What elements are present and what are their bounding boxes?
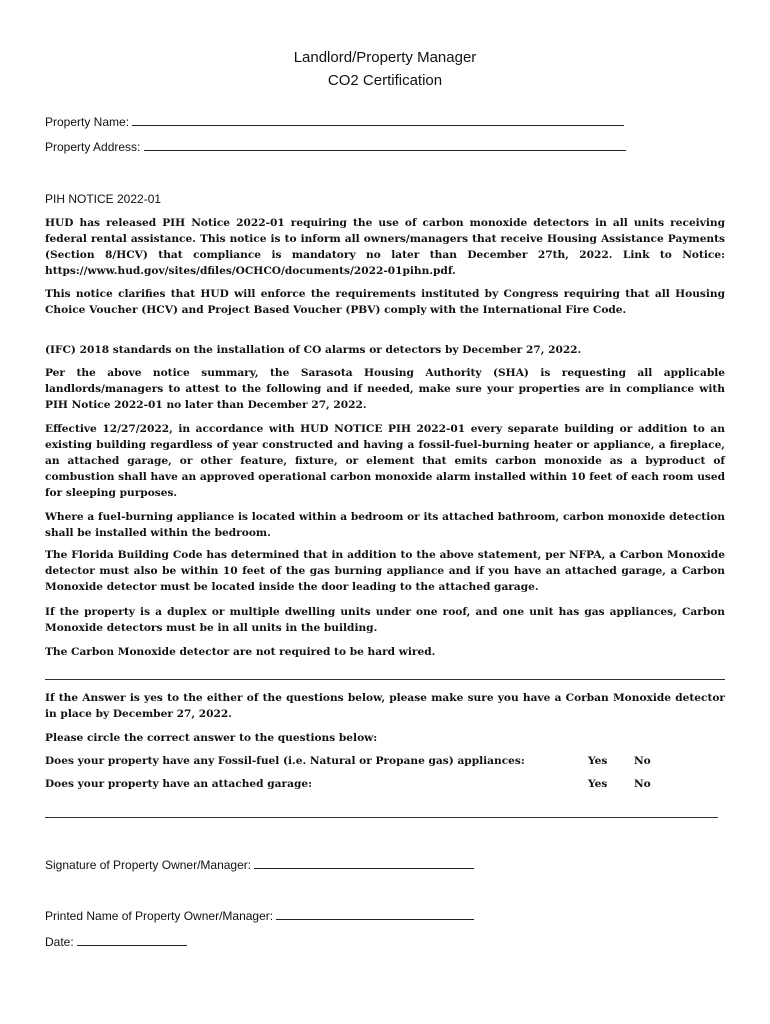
question-2-text: Does your property have an attached garage:: [45, 778, 313, 790]
question-1-no[interactable]: No: [634, 755, 651, 767]
question-1-yes[interactable]: Yes: [588, 755, 608, 767]
date-field[interactable]: [77, 934, 187, 946]
property-address-row: [45, 139, 626, 154]
date-row: [45, 934, 187, 949]
notice-paragraph-3: (IFC) 2018 standards on the installation of CO alarms or detectors by December 27, 2022.: [45, 344, 582, 356]
signature-label: Signature of Property Owner/Manager:: [45, 858, 252, 872]
notice-paragraph-2: This notice clarifies that HUD will enforce the requirements instituted by Congress requiring that all Housing Choice Voucher (HCV) and Project Based Voucher (PBV) comply with the International Fire Code.: [45, 288, 725, 316]
question-2-no[interactable]: No: [634, 778, 651, 790]
signature-field[interactable]: [254, 857, 474, 869]
property-name-field[interactable]: [132, 114, 624, 126]
notice-paragraph-7: The Florida Building Code has determined that in addition to the above statement, per NFPA, a Carbon Monoxide detector must also be within 10 feet of the gas burning appliance and if you have an attached garage, a Carbon Monoxide detector must be located inside the door leading to the attached garage.: [45, 549, 725, 593]
notice-paragraph-1: HUD has released PIH Notice 2022-01 requiring the use of carbon monoxide detectors in all units receiving federal rental assistance. This notice is to inform all owners/managers that receive Housing Assistance Payments (Section 8/HCV) that compliance is mandatory no later than December 27th, 2022. Link to Notice: https://www.hud.gov/sites/dfiles/OCHCO/documents/2022-01pihn.pdf.: [45, 217, 725, 277]
printed-name-row: [45, 908, 474, 923]
notice-heading: PIH NOTICE 2022-01: [45, 192, 162, 206]
divider-top: [45, 679, 725, 680]
divider-bottom: [45, 817, 718, 818]
notice-paragraph-4: Per the above notice summary, the Sarasota Housing Authority (SHA) is requesting all applicable landlords/managers to attest to the following and if needed, make sure your properties are in compliance with PIH Notice 2022-01 no later than December 27, 2022.: [45, 367, 725, 411]
title-line-1: Landlord/Property Manager: [293, 49, 477, 66]
questions-instruction: Please circle the correct answer to the questions below:: [45, 732, 378, 744]
property-name-label: Property Name:: [45, 115, 130, 129]
title-line-2: CO2 Certification: [327, 72, 443, 89]
date-label: Date:: [45, 935, 74, 949]
question-2-yes[interactable]: Yes: [588, 778, 608, 790]
property-name-row: [45, 114, 624, 129]
notice-paragraph-5: Effective 12/27/2022, in accordance with HUD NOTICE PIH 2022-01 every separate building or addition to an existing building regardless of year constructed and having a fossil-fuel-burning heater or appliance, a fireplace, an attached garage, or other feature, fixture, or element that emits carbon monoxide as a byproduct of combustion shall have an approved operational carbon monoxide alarm installed within 10 feet of each room used for sleeping purposes.: [45, 423, 726, 499]
notice-paragraph-9: The Carbon Monoxide detector are not required to be hard wired.: [45, 646, 436, 658]
question-1-text: Does your property have any Fossil-fuel (i.e. Natural or Propane gas) appliances:: [45, 755, 525, 767]
printed-name-field[interactable]: [276, 908, 474, 920]
printed-name-label: Printed Name of Property Owner/Manager:: [45, 909, 274, 923]
questions-intro: If the Answer is yes to the either of the questions below, please make sure you have a Corban Monoxide detector in place by December 27, 2022.: [45, 692, 725, 720]
notice-paragraph-8: If the property is a duplex or multiple dwelling units under one roof, and one unit has gas appliances, Carbon Monoxide detectors must be in all units in the building.: [45, 606, 725, 634]
signature-row: [45, 857, 474, 872]
notice-paragraph-6: Where a fuel-burning appliance is located within a bedroom or its attached bathroom, carbon monoxide detection shall be installed within the bedroom.: [45, 511, 725, 539]
property-address-label: Property Address:: [45, 140, 141, 154]
property-address-field[interactable]: [144, 139, 626, 151]
